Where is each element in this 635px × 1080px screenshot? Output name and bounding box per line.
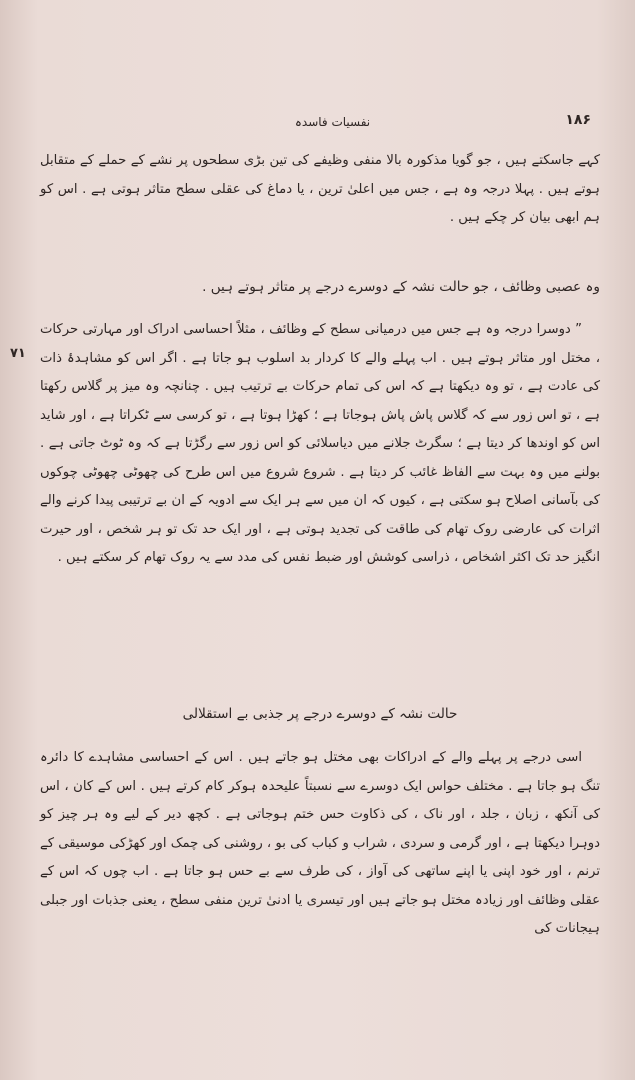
page-header	[60, 110, 605, 134]
paragraph-quote: ” دوسرا درجہ وہ ہے جس میں درمیانی سطح کے وظائف ، مثلاً احساسی ادراک اور مہارتی حرکات ، مختل اور متاثر ہوتے ہیں . اب پہلے والے کا کردار بد اسلوب ہو جاتا ہے . اگر اس کو مشاہدۂ ذات کی عادت ہے ، تو وہ دیکھتا ہے کہ اس کی تمام حرکات بے ترتیب ہیں . چنانچہ وہ میز پر گلاس رکھتا ہے ، تو اس زور سے کہ گلاس پاش پاش ہوجاتا ہے ؛ کھڑا ہوتا ہے ، تو کرسی سے ٹکراتا ہے ، اور شاید اس کو اوندھا کر دیتا ہے ؛ سگرٹ جلانے میں دیاسلائی کو اس زور سے رگڑتا ہے کہ وہ ٹوٹ جاتی ہے . بولنے میں وہ بہت سے الفاظ غائب کر دیتا ہے . شروع شروع میں اس طرح کی چھوٹی چھوٹی چوکوں کی بآسانی اصلاح ہو سکتی ہے ، کیوں کہ ان میں سے ہر ایک سے ادویہ کے ان بے ترتیبی پیدا کرنے والے اثرات کی عارضی روک تھام کی طاقت کی تجدید ہوتی ہے ، اور ایک حد تک تو ہر شخص ، اور حیرت انگیز حد تک اکثر اشخاص ، ذراسی کوشش اور ضبط نفس کی مدد سے یہ روک تھام کر سکتے ہیں .	[40, 322, 600, 565]
section-subheading: حالت نشہ کے دوسرے درجے پر جذبی بے استقلالی	[182, 706, 458, 722]
paragraph-intro: کہے جاسکتے ہیں ، جو گویا مذکورہ بالا منفی وظیفے کی تین بڑی سطحوں پر نشے کے حملے کے متقابل ہوتے ہیں . پہلا درجہ وہ ہے ، جس میں اعلیٰ ترین ، یا دماغ کی عقلی سطح متاثر ہوتی ہے . اس کو ہم ابھی بیان کر چکے ہیں .	[40, 153, 600, 225]
running-title: نفسیات فاسدہ	[294, 115, 371, 129]
paragraph-perception: اسی درجے پر پہلے والے کے ادراکات بھی مختل ہو جاتے ہیں . اس کے احساسی مشاہدے کا دائرہ تنگ ہو جاتا ہے . مختلف حواس ایک دوسرے سے نسبتاً علیحدہ ہوکر کام کرتے ہیں . اس کے کان ، اس کی آنکھ ، زبان ، جلد ، اور ناک ، کی ذکاوت حس ختم ہوجاتی ہے . کچھ دیر کے لیے وہ ہر چیز کو دوہرا دیکھتا ہے ، اور گرمی و سردی ، شراب و کباب کی بو ، روشنی کی چمک اور کھڑکی موسیقی کے ترنم ، اور خود اپنی یا اپنے ساتھی کی آواز ، کی طرف سے بے حس ہو جاتا ہے . اب چوں کہ اس کے عقلی وظائف اور زیادہ مختل ہو جاتے ہیں اور تیسری یا ادنیٰ ترین منفی سطح ، یعنی جذبات اور جبلی ہیجانات کی	[40, 750, 600, 936]
section-heading: وہ عصبی وظائف ، جو حالت نشہ کے دوسرے درجے پر متاثر ہوتے ہیں .	[202, 279, 600, 295]
page-number: ۱۸۶	[565, 112, 591, 128]
margin-note: ۷۱	[10, 346, 26, 361]
